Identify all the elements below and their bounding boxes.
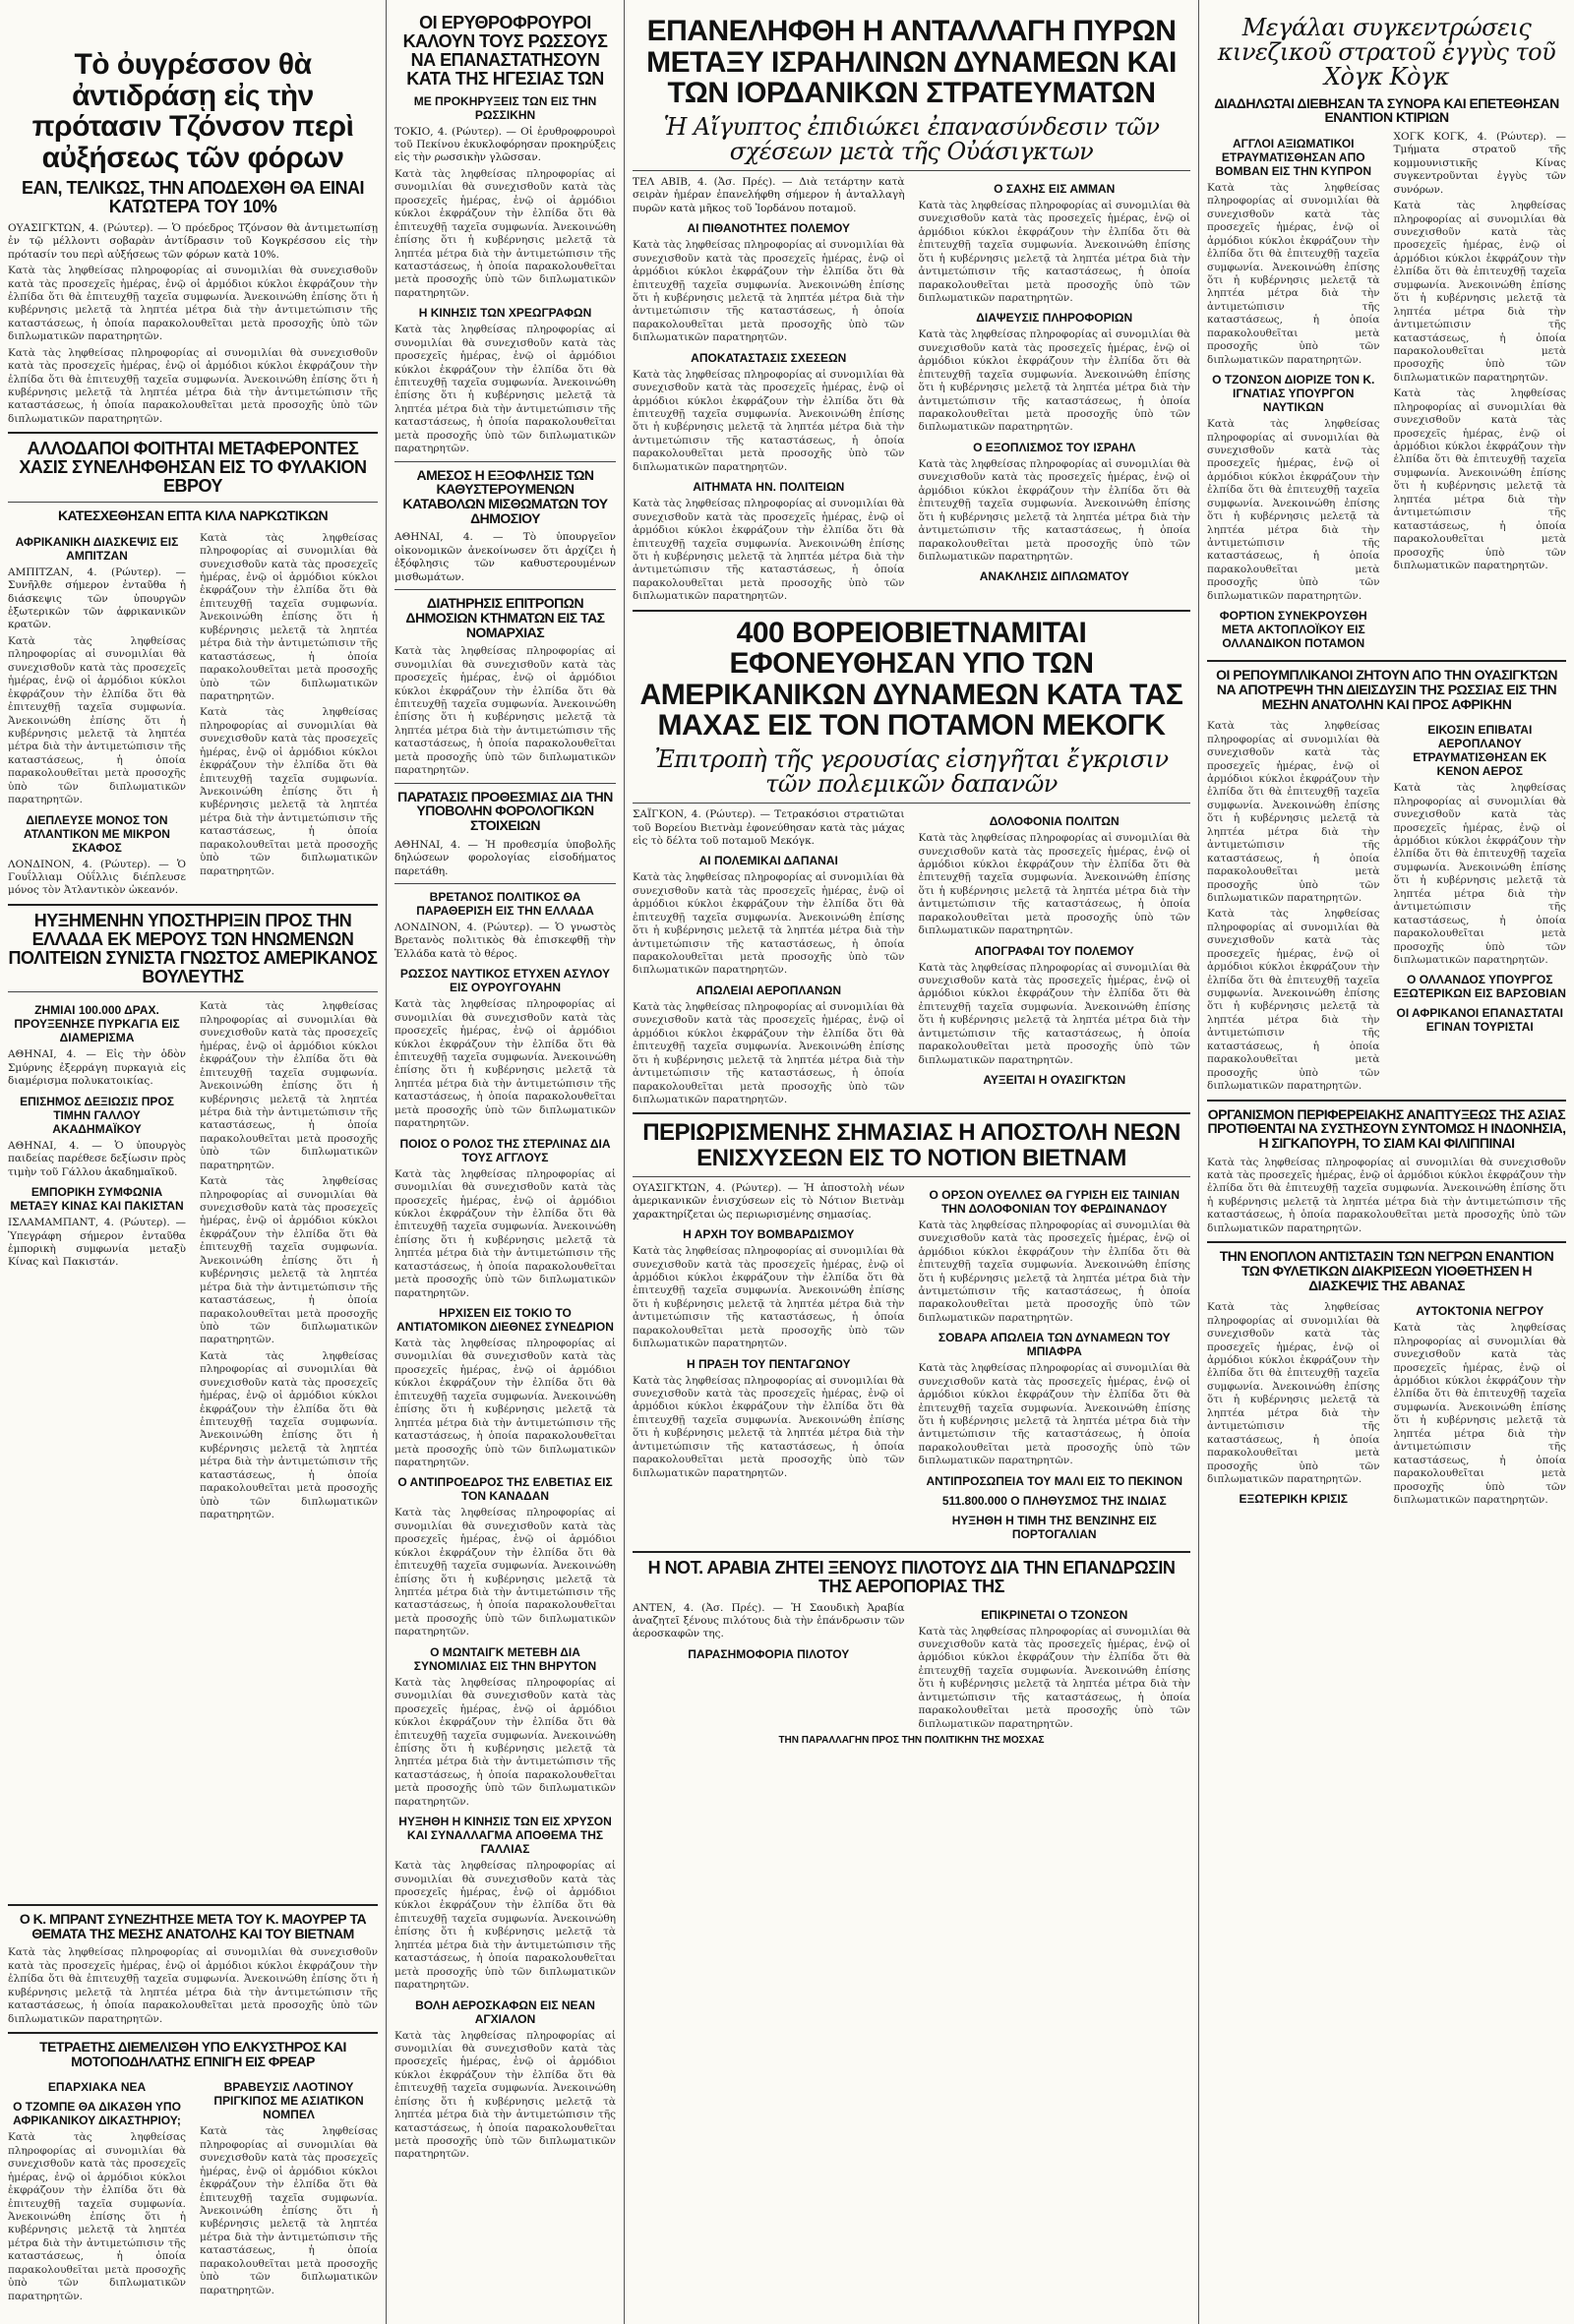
short-headline: ΑΓΓΛΟΙ ΑΞΙΩΜΑΤΙΚΟΙ ΕΤΡΑΥΜΑΤΙΣΘΗΣΑΝ ΑΠΟ ΒΟΜΒΑΝ ΕΙΣ ΤΗΝ ΚΥΠΡΟΝ <box>1215 136 1372 178</box>
short-headline: Ο ΤΖΟΝΣΟΝ ΔΙΟΡΙΖΕ ΤΟΝ Κ. ΙΓΝΑΤΙΑΣ ΥΠΟΥΡΓΟΝ ΝΑΥΤΙΚΩΝ <box>1212 373 1375 415</box>
headline-deadline: ΠΑΡΑΤΑΣΙΣ ΠΡΟΘΕΣΜΙΑΣ ΔΙΑ ΤΗΝ ΥΠΟΒΟΛΗΝ ΦΟΡΟΛΟΓΙΚΩΝ ΣΤΟΙΧΕΙΩΝ <box>397 788 613 833</box>
filler-text: Κατὰ τὰς ληφθείσας πληροφορίας αἱ συνομιλίαι θὰ συνεχισθοῦν κατὰ τὰς προσεχεῖς ἡμέρας, ἐνῷ οἱ ἁρμόδιοι κύκλοι ἐκφράζουν τὴν ἐλπίδα ὅτι θὰ ἐπιτευχθῇ ταχεῖα συμφωνία. Ἀνεκοινώθη ἐπίσης ὅτι ἡ κυβέρνησις μελετᾷ τὰ ληπτέα μέτρα διὰ τὴν ἀντιμετώπισιν τῆς καταστάσεως, ἡ ὁποία παρακολουθεῖται μετὰ προσοχῆς ὑπὸ τῶν διπλωματικῶν παρατηρητῶν. <box>8 634 186 806</box>
subhead-taxes: ΕΑΝ, ΤΕΛΙΚΩΣ, ΤΗΝ ΑΠΟΔΕΧΘΗ ΘΑ ΕΙΝΑΙ ΚΑΤΩΤΕΡΑ ΤΟΥ 10% <box>21 178 365 216</box>
lower-left-block <box>0 1898 386 2321</box>
section-label: ΑΠΟΚΑΤΑΣΤΑΣΙΣ ΣΧΕΣΕΩΝ <box>691 350 847 365</box>
filler-text: Κατὰ τὰς ληφθείσας πληροφορίας αἱ συνομιλίαι θὰ συνεχισθοῦν κατὰ τὰς προσεχεῖς ἡμέρας, ἐνῷ οἱ ἁρμόδιοι κύκλοι ἐκφράζουν τὴν ἐλπίδα ὅτι θὰ ἐπιτευχθῇ ταχεῖα συμφωνία. Ἀνεκοινώθη ἐπίσης ὅτι ἡ κυβέρνησις μελετᾷ τὰ ληπτέα μέτρα διὰ τὴν ἀντιμετώπισιν τῆς καταστάσεως, ἡ ὁποία παρακολουθεῖται μετὰ προσοχῆς ὑπὸ τῶν διπλωματικῶν παρατηρητῶν. <box>1207 1301 1380 1485</box>
headline-havana: ΤΗΝ ΕΝΟΠΛΟΝ ΑΝΤΙΣΤΑΣΙΝ ΤΩΝ ΝΕΓΡΩΝ ΕΝΑΝΤΙΟΝ ΤΩΝ ΦΥΛΕΤΙΚΩΝ ΔΙΑΚΡΙΣΕΩΝ ΥΙΟΘΕΤΗΣΕΝ Η ΔΙΑΣΚΕΨΙΣ ΤΗΣ ΑΒΑΝΑΣ <box>1219 1248 1554 1293</box>
article-vietnam-400: ΣΑΪΓΚΟΝ, 4. (Ρώυτερ). — Τετρακόσιοι στρατιῶται τοῦ Βορείου Βιετνὰμ ἐφονεύθησαν κατὰ τὰς μάχας εἰς τὸ δέλτα τοῦ ποταμοῦ Μεκόγκ. <box>633 808 905 847</box>
section-label: Ο ΣΑΧΗΣ ΕΙΣ ΑΜΜΑΝ <box>994 181 1116 196</box>
filler-text: Κατὰ τὰς ληφθείσας πληροφορίας αἱ συνομιλίαι θὰ συνεχισθοῦν κατὰ τὰς προσεχεῖς ἡμέρας, ἐνῷ οἱ ἁρμόδιοι κύκλοι ἐκφράζουν τὴν ἐλπίδα ὅτι θὰ ἐπιτευχθῇ ταχεῖα συμφωνία. Ἀνεκοινώθη ἐπίσης ὅτι ἡ κυβέρνησις μελετᾷ τὰ ληπτέα μέτρα διὰ τὴν ἀντιμετώπισιν τῆς καταστάσεως, ἡ ὁποία παρακολουθεῖται μετὰ προσοχῆς ὑπὸ τῶν διπλωματικῶν παρατηρητῶν. <box>1393 1322 1566 1506</box>
headline-payments: ΑΜΕΣΟΣ Η ΕΞΟΦΛΗΣΙΣ ΤΩΝ ΚΑΘΥΣΤΕΡΟΥΜΕΝΩΝ ΚΑΤΑΒΟΛΩΝ ΜΙΣΘΩΜΑΤΩΝ ΤΟΥ ΔΗΜΟΣΙΟΥ <box>402 466 608 526</box>
section-label: Η ΠΡΑΞΗ ΤΟΥ ΠΕΝΤΑΓΩΝΟΥ <box>686 1356 851 1371</box>
short-headline: ΖΗΜΙΑΙ 100.000 ΔΡΑΧ. ΠΡΟΥΞΕΝΗΣΕ ΠΥΡΚΑΓΙΑ ΕΙΣ ΔΙΑΜΕΡΙΣΜΑ <box>14 1003 180 1045</box>
headline-russian-sailor: ΡΩΣΣΟΣ ΝΑΥΤΙΚΟΣ ΕΤΥΧΕΝ ΑΣΥΛΟΥ ΕΙΣ ΟΥΡΟΥΓΟΥΑΗΝ <box>399 967 611 995</box>
headline-committees: ΔΙΑΤΗΡΗΣΙΣ ΕΠΙΤΡΟΠΩΝ ΔΗΜΟΣΙΩΝ ΚΤΗΜΑΤΩΝ ΕΙΣ ΤΑΣ ΝΟΜΑΡΧΙΑΣ <box>405 595 605 640</box>
headline-israel-jordan: ΕΠΑΝΕΛΗΦΘΗ Η ΑΝΤΑΛΛΑΓΗ ΠΥΡΩΝ ΜΕΤΑΞΥ ΙΣΡΑΗΛΙΝΩΝ ΔΥΝΑΜΕΩΝ ΚΑΙ ΤΩΝ ΙΟΡΔΑΝΙΚΩΝ ΣΤΡΑΤΕΥΜΑΤΩΝ <box>646 15 1177 109</box>
article-hong-kong: ΧΟΓΚ ΚΟΓΚ, 4. (Ρώυτερ). — Τμήματα στρατοῦ τῆς κομμουνιστικῆς Κίνας συγκεντροῦνται ἐγγὺς τῶν συνόρων. <box>1393 130 1566 196</box>
section-label: ΑΥΞΕΙΤΑΙ Η ΟΥΑΣΙΓΚΤΩΝ <box>983 1073 1126 1088</box>
section-label: 511.800.000 Ο ΠΛΗΘΥΣΜΟΣ ΤΗΣ ΙΝΔΙΑΣ <box>941 1493 1167 1508</box>
headline-tractor: ΤΕΤΡΑΕΤΗΣ ΔΙΕΜΕΛΙΣΘΗ ΥΠΟ ΕΛΚΥΣΤΗΡΟΣ ΚΑΙ ΜΟΤΟΠΟΔΗΛΑΤΗΣ ΕΠΝΙΓΗ ΕΙΣ ΦΡΕΑΡ <box>39 2039 346 2069</box>
subhead-hashish: ΚΑΤΕΣΧΕΘΗΣΑΝ ΕΠΤΑ ΚΙΛΑ ΝΑΡΚΩΤΙΚΩΝ <box>57 507 329 524</box>
section-label: Ο ΟΡΣΟΝ ΟΥΕΛΛΕΣ ΘΑ ΓΥΡΙΣΗ ΕΙΣ ΤΑΙΝΙΑΝ ΤΗΝ ΔΟΛΟΦΟΝΙΑΝ ΤΟΥ ΦΕΡΔΙΝΑΝΔΟΥ <box>929 1187 1180 1216</box>
filler-text: Κατὰ τὰς ληφθείσας πληροφορίας αἱ συνομιλίαι θὰ συνεχισθοῦν κατὰ τὰς προσεχεῖς ἡμέρας, ἐνῷ οἱ ἁρμόδιοι κύκλοι ἐκφράζουν τὴν ἐλπίδα ὅτι θὰ ἐπιτευχθῇ ταχεῖα συμφωνία. Ἀνεκοινώθη ἐπίσης ὅτι ἡ κυβέρνησις μελετᾷ τὰ ληπτέα μέτρα διὰ τὴν ἀντιμετώπισιν τῆς καταστάσεως, ἡ ὁποία παρακολουθεῖται μετὰ προσοχῆς ὑπὸ τῶν διπλωματικῶν παρατηρητῶν. <box>1207 720 1380 904</box>
headline-red-guards: ΟΙ ΕΡΥΘΡΟΦΡΟΥΡΟΙ ΚΑΛΟΥΝ ΤΟΥΣ ΡΩΣΣΟΥΣ ΝΑ ΕΠΑΝΑΣΤΑΤΗΣΟΥΝ ΚΑΤΑ ΤΗΣ ΗΓΕΣΙΑΣ ΤΩΝ <box>402 13 608 89</box>
short-headline: Ο ΤΖΟΜΠΕ ΘΑ ΔΙΚΑΣΘΗ ΥΠΟ ΑΦΡΙΚΑΝΙΚΟΥ ΔΙΚΑΣΤΗΡΙΟΥ; <box>13 2100 181 2128</box>
short-headline: ΕΜΠΟΡΙΚΗ ΣΥΜΦΩΝΙΑ ΜΕΤΑΞΥ ΚΙΝΑΣ ΚΑΙ ΠΑΚΙΣΤΑΝ <box>10 1185 184 1214</box>
short-headline: ΕΠΙΣΗΜΟΣ ΔΕΞΙΩΣΙΣ ΠΡΟΣ ΤΙΜΗΝ ΓΑΛΛΟΥ ΑΚΑΔΗΜΑΪΚΟΥ <box>20 1094 174 1136</box>
hidden-col4-title: ΤΗΝ ΠΑΡΑΛΛΑΓΗΝ ΠΡΟΣ ΤΗΝ ΠΟΛΙΤΙΚΗΝ ΤΗΣ ΜΟΣΧΑΣ <box>778 1735 1045 1747</box>
section-label: Ο ΕΞΟΠΛΙΣΜΟΣ ΤΟΥ ΙΣΡΑΗΛ <box>973 440 1136 454</box>
short-article: ΛΟΝΔΙΝΟΝ, 4. (Ρώυτερ). — Ὁ Γουΐλλιαμ Οὐΐλλις διέπλευσε μόνος τὸν Ἀτλαντικὸν ὠκεανόν. <box>8 858 186 897</box>
article-reinforcements: ΟΥΑΣΙΓΚΤΩΝ, 4. (Ρώυτερ). — Ἡ ἀποστολὴ νέων ἀμερικανικῶν ἐνισχύσεων εἰς τὸ Νότιον Βιετνὰμ χαρακτηρίζεται ὡς περιωρισμένης σημασίας. <box>633 1181 905 1221</box>
section-label: ΗΥΞΗΘΗ Η ΤΙΜΗ ΤΗΣ ΒΕΝΖΙΝΗΣ ΕΙΣ ΠΟΡΤΟΓΑΛΙΑΝ <box>951 1513 1157 1541</box>
filler-text: Κατὰ τὰς ληφθείσας πληροφορίας αἱ συνομιλίαι θὰ συνεχισθοῦν κατὰ τὰς προσεχεῖς ἡμέρας, ἐνῷ οἱ ἁρμόδιοι κύκλοι ἐκφράζουν τὴν ἐλπίδα ὅτι θὰ ἐπιτευχθῇ ταχεῖα συμφωνία. Ἀνεκοινώθη ἐπίσης ὅτι ἡ κυβέρνησις μελετᾷ τὰ ληπτέα μέτρα διὰ τὴν ἀντιμετώπισιν τῆς καταστάσεως, ἡ ὁποία παρακολουθεῖται μετὰ προσοχῆς ὑπὸ τῶν διπλωματικῶν παρατηρητῶν. <box>918 1362 1190 1467</box>
filler-text: Κατὰ τὰς ληφθείσας πληροφορίας αἱ συνομιλίαι θὰ συνεχισθοῦν κατὰ τὰς προσεχεῖς ἡμέρας, ἐνῷ οἱ ἁρμόδιοι κύκλοι ἐκφράζουν τὴν ἐλπίδα ὅτι θὰ ἐπιτευχθῇ ταχεῖα συμφωνία. Ἀνεκοινώθη ἐπίσης ὅτι ἡ κυβέρνησις μελετᾷ τὰ ληπτέα μέτρα διὰ τὴν ἀντιμετώπισιν τῆς καταστάσεως, ἡ ὁποία παρακολουθεῖται μετὰ προσοχῆς ὑπὸ τῶν διπλωματικῶν παρατηρητῶν. <box>633 498 905 603</box>
section-label: ΑΙ ΠΙΘΑΝΟΤΗΤΕΣ ΠΟΛΕΜΟΥ <box>687 221 851 236</box>
short-headline: ΕΞΩΤΕΡΙΚΗ ΚΡΙΣΙΣ <box>1239 1492 1348 1507</box>
column-2 <box>387 0 624 2324</box>
filler-text: Κατὰ τὰς ληφθείσας πληροφορίας αἱ συνομιλίαι θὰ συνεχισθοῦν κατὰ τὰς προσεχεῖς ἡμέρας, ἐνῷ οἱ ἁρμόδιοι κύκλοι ἐκφράζουν τὴν ἐλπίδα ὅτι θὰ ἐπιτευχθῇ ταχεῖα συμφωνία. Ἀνεκοινώθη ἐπίσης ὅτι ἡ κυβέρνησις μελετᾷ τὰ ληπτέα μέτρα διὰ τὴν ἀντιμετώπισιν τῆς καταστάσεως, ἡ ὁποία παρακολουθεῖται μετὰ προσοχῆς ὑπὸ τῶν διπλωματικῶν παρατηρητῶν. <box>918 457 1190 563</box>
filler-text: Κατὰ τὰς ληφθείσας πληροφορίας αἱ συνομιλίαι θὰ συνεχισθοῦν κατὰ τὰς προσεχεῖς ἡμέρας, ἐνῷ οἱ ἁρμόδιοι κύκλοι ἐκφράζουν τὴν ἐλπίδα ὅτι θὰ ἐπιτευχθῇ ταχεῖα συμφωνία. Ἀνεκοινώθη ἐπίσης ὅτι ἡ κυβέρνησις μελετᾷ τὰ ληπτέα μέτρα διὰ τὴν ἀντιμετώπισιν τῆς καταστάσεως, ἡ ὁποία παρακολουθεῖται μετὰ προσοχῆς ὑπὸ τῶν διπλωματικῶν παρατηρητῶν. <box>918 328 1190 434</box>
section-label: ΑΝΤΙΠΡΟΣΩΠΕΙΑ ΤΟΥ ΜΑΛΙ ΕΙΣ ΤΟ ΠΕΚΙΝΟΝ <box>926 1473 1183 1488</box>
subhead-hong-kong: ΔΙΑΔΗΛΩΤΑΙ ΔΙΕΒΗΣΑΝ ΤΑ ΣΥΝΟΡΑ ΚΑΙ ΕΠΕΤΕΘΗΣΑΝ ΕΝΑΝΤΙΟΝ ΚΤΙΡΙΩΝ <box>1214 94 1559 126</box>
headline-vietnam-400: 400 ΒΟΡΕΙΟΒΙΕΤΝΑΜΙΤΑΙ ΕΦΟΝΕΥΘΗΣΑΝ ΥΠΟ ΤΩΝ ΑΜΕΡΙΚΑΝΙΚΩΝ ΔΥΝΑΜΕΩΝ ΚΑΤΑ ΤΑΣ ΜΑΧΑΣ ΕΙΣ ΤΟΝ ΠΟΤΑΜΟΝ ΜΕΚΟΓΚ <box>639 616 1183 743</box>
filler-text: Κατὰ τὰς ληφθείσας πληροφορίας αἱ συνομιλίαι θὰ συνεχισθοῦν κατὰ τὰς προσεχεῖς ἡμέρας, ἐνῷ οἱ ἁρμόδιοι κύκλοι ἐκφράζουν τὴν ἐλπίδα ὅτι θὰ ἐπιτευχθῇ ταχεῖα συμφωνία. Ἀνεκοινώθη ἐπίσης ὅτι ἡ κυβέρνησις μελετᾷ τὰ ληπτέα μέτρα διὰ τὴν ἀντιμετώπισιν τῆς καταστάσεως, ἡ ὁποία παρακολουθεῖται μετὰ προσοχῆς ὑπὸ τῶν διπλωματικῶν παρατηρητῶν. <box>200 1175 378 1346</box>
filler-text: Κατὰ τὰς ληφθείσας πληροφορίας αἱ συνομιλίαι θὰ συνεχισθοῦν κατὰ τὰς προσεχεῖς ἡμέρας, ἐνῷ οἱ ἁρμόδιοι κύκλοι ἐκφράζουν τὴν ἐλπίδα ὅτι θὰ ἐπιτευχθῇ ταχεῖα συμφωνία. Ἀνεκοινώθη ἐπίσης ὅτι ἡ κυβέρνησις μελετᾷ τὰ ληπτέα μέτρα διὰ τὴν ἀντιμετώπισιν τῆς καταστάσεως, ἡ ὁποία παρακολουθεῖται μετὰ προσοχῆς ὑπὸ τῶν διπλωματικῶν παρατηρητῶν. <box>633 871 905 977</box>
filler-text: Κατὰ τὰς ληφθείσας πληροφορίας αἱ συνομιλίαι θὰ συνεχισθοῦν κατὰ τὰς προσεχεῖς ἡμέρας, ἐνῷ οἱ ἁρμόδιοι κύκλοι ἐκφράζουν τὴν ἐλπίδα ὅτι θὰ ἐπιτευχθῇ ταχεῖα συμφωνία. Ἀνεκοινώθη ἐπίσης ὅτι ἡ κυβέρνησις μελετᾷ τὰ ληπτέα μέτρα διὰ τὴν ἀντιμετώπισιν τῆς καταστάσεως, ἡ ὁποία παρακολουθεῖται μετὰ προσοχῆς ὑπὸ τῶν διπλωματικῶν παρατηρητῶν. <box>633 1000 905 1105</box>
short-article: ΑΘΗΝΑΙ, 4. — Εἰς τὴν ὁδὸν Σμύρνης ἐξερράγη πυρκαγιὰ εἰς διαμέρισμα πολυκατοικίας. <box>8 1048 186 1088</box>
filler-text: Κατὰ τὰς ληφθείσας πληροφορίας αἱ συνομιλίαι θὰ συνεχισθοῦν κατὰ τὰς προσεχεῖς ἡμέρας, ἐνῷ οἱ ἁρμόδιοι κύκλοι ἐκφράζουν τὴν ἐλπίδα ὅτι θὰ ἐπιτευχθῇ ταχεῖα συμφωνία. Ἀνεκοινώθη ἐπίσης ὅτι ἡ κυβέρνησις μελετᾷ τὰ ληπτέα μέτρα διὰ τὴν ἀντιμετώπισιν τῆς καταστάσεως, ἡ ὁποία παρακολουθεῖται μετὰ προσοχῆς ὑπὸ τῶν διπλωματικῶν παρατηρητῶν. <box>394 1167 616 1299</box>
section-label: Η ΑΡΧΗ ΤΟΥ ΒΟΜΒΑΡΔΙΣΜΟΥ <box>683 1227 855 1242</box>
filler-text: Κατὰ τὰς ληφθείσας πληροφορίας αἱ συνομιλίαι θὰ συνεχισθοῦν κατὰ τὰς προσεχεῖς ἡμέρας, ἐνῷ οἱ ἁρμόδιοι κύκλοι ἐκφράζουν τὴν ἐλπίδα ὅτι θὰ ἐπιτευχθῇ ταχεῖα συμφωνία. Ἀνεκοινώθη ἐπίσης ὅτι ἡ κυβέρνησις μελετᾷ τὰ ληπτέα μέτρα διὰ τὴν ἀντιμετώπισιν τῆς καταστάσεως, ἡ ὁποία παρακολουθεῖται μετὰ προσοχῆς ὑπὸ τῶν διπλωματικῶν παρατηρητῶν. <box>918 832 1190 937</box>
filler-text: Κατὰ τὰς ληφθείσας πληροφορίας αἱ συνομιλίαι θὰ συνεχισθοῦν κατὰ τὰς προσεχεῖς ἡμέρας, ἐνῷ οἱ ἁρμόδιοι κύκλοι ἐκφράζουν τὴν ἐλπίδα ὅτι θὰ ἐπιτευχθῇ ταχεῖα συμφωνία. Ἀνεκοινώθη ἐπίσης ὅτι ἡ κυβέρνησις μελετᾷ τὰ ληπτέα μέτρα διὰ τὴν ἀντιμετώπισιν τῆς καταστάσεως, ἡ ὁποία παρακολουθεῖται μετὰ προσοχῆς ὑπὸ τῶν διπλωματικῶν παρατηρητῶν. <box>918 199 1190 304</box>
headline-brandt: Ο Κ. ΜΠΡΑΝΤ ΣΥΝΕΖΗΤΗΣΕ ΜΕΤΑ ΤΟΥ Κ. ΜΑΟΥΡΕΡ ΤΑ ΘΕΜΑΤΑ ΤΗΣ ΜΕΣΗΣ ΑΝΑΤΟΛΗΣ ΚΑΙ ΤΟΥ ΒΙΕΤΝΑΜ <box>19 1911 367 1941</box>
filler-text: Κατὰ τὰς ληφθείσας πληροφορίας αἱ συνομιλίαι θὰ συνεχισθοῦν κατὰ τὰς προσεχεῖς ἡμέρας, ἐνῷ οἱ ἁρμόδιοι κύκλοι ἐκφράζουν τὴν ἐλπίδα ὅτι θὰ ἐπιτευχθῇ ταχεῖα συμφωνία. Ἀνεκοινώθη ἐπίσης ὅτι ἡ κυβέρνησις μελετᾷ τὰ ληπτέα μέτρα διὰ τὴν ἀντιμετώπισιν τῆς καταστάσεως, ἡ ὁποία παρακολουθεῖται μετὰ προσοχῆς ὑπὸ τῶν διπλωματικῶν παρατηρητῶν. <box>1393 387 1566 571</box>
filler-text: Κατὰ τὰς ληφθείσας πληροφορίας αἱ συνομιλίαι θὰ συνεχισθοῦν κατὰ τὰς προσεχεῖς ἡμέρας, ἐνῷ οἱ ἁρμόδιοι κύκλοι ἐκφράζουν τὴν ἐλπίδα ὅτι θὰ ἐπιτευχθῇ ταχεῖα συμφωνία. Ἀνεκοινώθη ἐπίσης ὅτι ἡ κυβέρνησις μελετᾷ τὰ ληπτέα μέτρα διὰ τὴν ἀντιμετώπισιν τῆς καταστάσεως, ἡ ὁποία παρακολουθεῖται μετὰ προσοχῆς ὑπὸ τῶν διπλωματικῶν παρατηρητῶν. <box>200 706 378 877</box>
section-label: ΕΠΙΚΡΙΝΕΤΑΙ Ο ΤΖΟΝΣΟΝ <box>981 1607 1128 1622</box>
article-taxes: ΟΥΑΣΙΓΚΤΩΝ, 4. (Ρώυτερ). — Ὁ πρόεδρος Τζόνσον θὰ ἀντιμετωπίσῃ ἐν τῷ μέλλοντι σοβαρὰν ἀντίδρασιν τοῦ Κογκρέσσου εἰς τὴν πρότασίν του περὶ αὐξήσεως τῶν φόρων κατὰ 10%. <box>8 221 378 261</box>
filler-text: Κατὰ τὰς ληφθείσας πληροφορίας αἱ συνομιλίαι θὰ συνεχισθοῦν κατὰ τὰς προσεχεῖς ἡμέρας, ἐνῷ οἱ ἁρμόδιοι κύκλοι ἐκφράζουν τὴν ἐλπίδα ὅτι θὰ ἐπιτευχθῇ ταχεῖα συμφωνία. Ἀνεκοινώθη ἐπίσης ὅτι ἡ κυβέρνησις μελετᾷ τὰ ληπτέα μέτρα διὰ τὴν ἀντιμετώπισιν τῆς καταστάσεως, ἡ ὁποία παρακολουθεῖται μετὰ προσοχῆς ὑπὸ τῶν διπλωματικῶν παρατηρητῶν. <box>394 1507 616 1639</box>
article-british-politician: ΛΟΝΔΙΝΟΝ, 4. (Ρώυτερ). — Ὁ γνωστὸς Βρετανὸς πολιτικὸς θὰ ἐπισκεφθῇ τὴν Ἑλλάδα κατὰ τὸ θέρος. <box>394 921 616 960</box>
subhead-red-guards: ΜΕ ΠΡΟΚΗΡΥΞΕΙΣ ΤΩΝ ΕΙΣ ΤΗΝ ΡΩΣΣΙΚΗΝ <box>413 93 597 122</box>
headline-taxes: Τὸ ὀυγρέσσον θὰ ἀντιδράσῃ εἰς τὴν πρότασιν Τζόνσον περὶ αὐξήσεως τῶν φόρων <box>31 48 354 174</box>
filler-text: Κατὰ τὰς ληφθείσας πληροφορίας αἱ συνομιλίαι θὰ συνεχισθοῦν κατὰ τὰς προσεχεῖς ἡμέρας, ἐνῷ οἱ ἁρμόδιοι κύκλοι ἐκφράζουν τὴν ἐλπίδα ὅτι θὰ ἐπιτευχθῇ ταχεῖα συμφωνία. Ἀνεκοινώθη ἐπίσης ὅτι ἡ κυβέρνησις μελετᾷ τὰ ληπτέα μέτρα διὰ τὴν ἀντιμετώπισιν τῆς καταστάσεως, ἡ ὁποία παρακολουθεῖται μετὰ προσοχῆς ὑπὸ τῶν διπλωματικῶν παρατηρητῶν. <box>200 531 378 702</box>
short-headline: ΑΥΤΟΚΤΟΝΙΑ ΝΕΓΡΟΥ <box>1416 1304 1544 1319</box>
headline-tokyo-congress: ΗΡΧΙΣΕΝ ΕΙΣ ΤΟΚΙΟ ΤΟ ΑΝΤΙΑΤΟΜΙΚΟΝ ΔΙΕΘΝΕΣ ΣΥΝΕΔΡΙΟΝ <box>396 1306 614 1334</box>
headline-montague: Ο ΜΩΝΤΑΙΓΚ ΜΕΤΕΒΗ ΔΙΑ ΣΥΝΟΜΙΛΙΑΣ ΕΙΣ ΤΗΝ ΒΗΡΥΤΟΝ <box>413 1644 597 1673</box>
filler-text: Κατὰ τὰς ληφθείσας πληροφορίας αἱ συνομιλίαι θὰ συνεχισθοῦν κατὰ τὰς προσεχεῖς ἡμέρας, ἐνῷ οἱ ἁρμόδιοι κύκλοι ἐκφράζουν τὴν ἐλπίδα ὅτι θὰ ἐπιτευχθῇ ταχεῖα συμφωνία. Ἀνεκοινώθη ἐπίσης ὅτι ἡ κυβέρνησις μελετᾷ τὰ ληπτέα μέτρα διὰ τὴν ἀντιμετώπισιν τῆς καταστάσεως, ἡ ὁποία παρακολουθεῖται μετὰ προσοχῆς ὑπὸ τῶν διπλωματικῶν παρατηρητῶν. <box>200 1349 378 1521</box>
filler-text: Κατὰ τὰς ληφθείσας πληροφορίας αἱ συνομιλίαι θὰ συνεχισθοῦν κατὰ τὰς προσεχεῖς ἡμέρας, ἐνῷ οἱ ἁρμόδιοι κύκλοι ἐκφράζουν τὴν ἐλπίδα ὅτι θὰ ἐπιτευχθῇ ταχεῖα συμφωνία. Ἀνεκοινώθη ἐπίσης ὅτι ἡ κυβέρνησις μελετᾷ τὰ ληπτέα μέτρα διὰ τὴν ἀντιμετώπισιν τῆς καταστάσεως, ἡ ὁποία παρακολουθεῖται μετὰ προσοχῆς ὑπὸ τῶν διπλωματικῶν παρατηρητῶν. <box>918 961 1190 1066</box>
short-headline: ΦΟΡΤΙΟΝ ΣΥΝΕΚΡΟΥΣΘΗ ΜΕΤΑ ΑΚΤΟΠΛΟΪΚΟΥ ΕΙΣ ΟΛΛΑΝΔΙΚΟΝ ΠΟΤΑΜΟΝ <box>1219 609 1367 651</box>
headline-hong-kong: Μεγάλαι συγκεντρώσεις κινεζικοῦ στρατοῦ ἐγγὺς τοῦ Χὸγκ Κὸγκ <box>1217 14 1556 91</box>
headline-republicans: ΟΙ ΡΕΠΟΥΜΠΛΙΚΑΝΟΙ ΖΗΤΟΥΝ ΑΠΟ ΤΗΝ ΟΥΑΣΙΓΚΤΩΝ ΝΑ ΑΠΟΤΡΕΨΗ ΤΗΝ ΔΙΕΙΣΔΥΣΙΝ ΤΗΣ ΡΩΣΣΙΑΣ ΕΙΣ ΤΗΝ ΜΕΣΗΝ ΑΝΑΤΟΛΗΝ ΚΑΙ ΠΡΟΣ ΑΦΡΙΚΗΝ <box>1216 667 1557 712</box>
short-headline: ΑΦΡΙΚΑΝΙΚΗ ΔΙΑΣΚΕΨΙΣ ΕΙΣ ΑΜΠΙΤΖΑΝ <box>15 534 179 563</box>
article-israel-jordan: ΤΕΛ ΑΒΙΒ, 4. (Ἀσ. Πρές). — Διὰ τετάρτην κατὰ σειρὰν ἡμέραν ἐπανελήφθη σήμερον ἡ ἀνταλλαγὴ πυρῶν κατὰ μῆκος τοῦ Ἰορδάνου ποταμοῦ. <box>633 175 905 214</box>
article-deadline: ΑΘΗΝΑΙ, 4. — Ἡ προθεσμία ὑποβολῆς δηλώσεων φορολογίας εἰσοδήματος παρετάθη. <box>394 838 616 877</box>
short-headline: ΕΙΚΟΣΙΝ ΕΠΙΒΑΤΑΙ ΑΕΡΟΠΛΑΝΟΥ ΕΤΡΑΥΜΑΤΙΣΘΗΣΑΝ ΕΚ ΚΕΝΟΝ ΑΕΡΟΣ <box>1413 723 1547 779</box>
center-columns <box>625 0 1198 2324</box>
filler-text: Κατὰ τὰς ληφθείσας πληροφορίας αἱ συνομιλίαι θὰ συνεχισθοῦν κατὰ τὰς προσεχεῖς ἡμέρας, ἐνῷ οἱ ἁρμόδιοι κύκλοι ἐκφράζουν τὴν ἐλπίδα ὅτι θὰ ἐπιτευχθῇ ταχεῖα συμφωνία. Ἀνεκοινώθη ἐπίσης ὅτι ἡ κυβέρνησις μελετᾷ τὰ ληπτέα μέτρα διὰ τὴν ἀντιμετώπισιν τῆς καταστάσεως, ἡ ὁποία παρακολουθεῖται μετὰ προσοχῆς ὑπὸ τῶν διπλωματικῶν παρατηρητῶν. <box>394 1338 616 1468</box>
filler-text: Κατὰ τὰς ληφθείσας πληροφορίας αἱ συνομιλίαι θὰ συνεχισθοῦν κατὰ τὰς προσεχεῖς ἡμέρας, ἐνῷ οἱ ἁρμόδιοι κύκλοι ἐκφράζουν τὴν ἐλπίδα ὅτι θὰ ἐπιτευχθῇ ταχεῖα συμφωνία. Ἀνεκοινώθη ἐπίσης ὅτι ἡ κυβέρνησις μελετᾷ τὰ ληπτέα μέτρα διὰ τὴν ἀντιμετώπισιν τῆς καταστάσεως, ἡ ὁποία παρακολουθεῖται μετὰ προσοχῆς ὑπὸ τῶν διπλωματικῶν παρατηρητῶν. <box>1207 1156 1566 1234</box>
article-saudi-pilots: ΑΝΤΕΝ, 4. (Ἀσ. Πρές). — Ἡ Σαουδικὴ Ἀραβία ἀναζητεῖ ξένους πιλότους διὰ τὴν ἐπάνδρωσιν τῶν ἀεροσκαφῶν της. <box>633 1601 905 1640</box>
filler-text: Κατὰ τὰς ληφθείσας πληροφορίας αἱ συνομιλίαι θὰ συνεχισθοῦν κατὰ τὰς προσεχεῖς ἡμέρας, ἐνῷ οἱ ἁρμόδιοι κύκλοι ἐκφράζουν τὴν ἐλπίδα ὅτι θὰ ἐπιτευχθῇ ταχεῖα συμφωνία. Ἀνεκοινώθη ἐπίσης ὅτι ἡ κυβέρνησις μελετᾷ τὰ ληπτέα μέτρα διὰ τὴν ἀντιμετώπισιν τῆς καταστάσεως, ἡ ὁποία παρακολουθεῖται μετὰ προσοχῆς ὑπὸ τῶν διπλωματικῶν παρατηρητῶν. <box>633 1245 905 1350</box>
section-label: ΑΙ ΠΟΛΕΜΙΚΑΙ ΔΑΠΑΝΑΙ <box>698 854 838 868</box>
filler-text: Κατὰ τὰς ληφθείσας πληροφορίας αἱ συνομιλίαι θὰ συνεχισθοῦν κατὰ τὰς προσεχεῖς ἡμέρας, ἐνῷ οἱ ἁρμόδιοι κύκλοι ἐκφράζουν τὴν ἐλπίδα ὅτι θὰ ἐπιτευχθῇ ταχεῖα συμφωνία. Ἀνεκοινώθη ἐπίσης ὅτι ἡ κυβέρνησις μελετᾷ τὰ ληπτέα μέτρα διὰ τὴν ἀντιμετώπισιν τῆς καταστάσεως, ἡ ὁποία παρακολουθεῖται μετὰ προσοχῆς ὑπὸ τῶν διπλωματικῶν παρατηρητῶν. <box>1393 200 1566 384</box>
filler-text: Κατὰ τὰς ληφθείσας πληροφορίας αἱ συνομιλίαι θὰ συνεχισθοῦν κατὰ τὰς προσεχεῖς ἡμέρας, ἐνῷ οἱ ἁρμόδιοι κύκλοι ἐκφράζουν τὴν ἐλπίδα ὅτι θὰ ἐπιτευχθῇ ταχεῖα συμφωνία. Ἀνεκοινώθη ἐπίσης ὅτι ἡ κυβέρνησις μελετᾷ τὰ ληπτέα μέτρα διὰ τὴν ἀντιμετώπισιν τῆς καταστάσεως, ἡ ὁποία παρακολουθεῖται μετὰ προσοχῆς ὑπὸ τῶν διπλωματικῶν παρατηρητῶν. <box>918 1625 1190 1730</box>
short-article: ΙΣΛΑΜΑΜΠΑΝΤ, 4. (Ρώυτερ). — Ὑπεγράφη σήμερον ἐνταῦθα ἐμπορικὴ συμφωνία μεταξὺ Κίνας καὶ Πακιστάν. <box>8 1217 186 1269</box>
section-label: ΔΙΑΨΕΥΣΙΣ ΠΛΗΡΟΦΟΡΙΩΝ <box>976 311 1133 326</box>
short-headline: ΔΙΕΠΛΕΥΣΕ ΜΟΝΟΣ ΤΟΝ ΑΤΛΑΝΤΙΚΟΝ ΜΕ ΜΙΚΡΟΝ ΣΚΑΦΟΣ <box>24 812 170 855</box>
filler-text: Κατὰ τὰς ληφθείσας πληροφορίας αἱ συνομιλίαι θὰ συνεχισθοῦν κατὰ τὰς προσεχεῖς ἡμέρας, ἐνῷ οἱ ἁρμόδιοι κύκλοι ἐκφράζουν τὴν ἐλπίδα ὅτι θὰ ἐπιτευχθῇ ταχεῖα συμφωνία. Ἀνεκοινώθη ἐπίσης ὅτι ἡ κυβέρνησις μελετᾷ τὰ ληπτέα μέτρα διὰ τὴν ἀντιμετώπισιν τῆς καταστάσεως, ἡ ὁποία παρακολουθεῖται μετὰ προσοχῆς ὑπὸ τῶν διπλωματικῶν παρατηρητῶν. <box>394 1860 616 1992</box>
filler-text: Κατὰ τὰς ληφθείσας πληροφορίας αἱ συνομιλίαι θὰ συνεχισθοῦν κατὰ τὰς προσεχεῖς ἡμέρας, ἐνῷ οἱ ἁρμόδιοι κύκλοι ἐκφράζουν τὴν ἐλπίδα ὅτι θὰ ἐπιτευχθῇ ταχεῖα συμφωνία. Ἀνεκοινώθη ἐπίσης ὅτι ἡ κυβέρνησις μελετᾷ τὰ ληπτέα μέτρα διὰ τὴν ἀντιμετώπισιν τῆς καταστάσεως, ἡ ὁποία παρακολουθεῖται μετὰ προσοχῆς ὑπὸ τῶν διπλωματικῶν παρατηρητῶν. <box>8 265 378 343</box>
filler-text: Κατὰ τὰς ληφθείσας πληροφορίας αἱ συνομιλίαι θὰ συνεχισθοῦν κατὰ τὰς προσεχεῖς ἡμέρας, ἐνῷ οἱ ἁρμόδιοι κύκλοι ἐκφράζουν τὴν ἐλπίδα ὅτι θὰ ἐπιτευχθῇ ταχεῖα συμφωνία. Ἀνεκοινώθη ἐπίσης ὅτι ἡ κυβέρνησις μελετᾷ τὰ ληπτέα μέτρα διὰ τὴν ἀντιμετώπισιν τῆς καταστάσεως, ἡ ὁποία παρακολουθεῖται μετὰ προσοχῆς ὑπὸ τῶν διπλωματικῶν παρατηρητῶν. <box>1207 181 1380 366</box>
column-5 <box>1199 0 1574 2324</box>
section-label: ΠΑΡΑΣΗΜΟΦΟΡΙΑ ΠΙΛΟΤΟΥ <box>688 1646 850 1661</box>
short-headline: ΟΙ ΑΦΡΙΚΑΝΟΙ ΕΠΑΝΑΣΤΑΤΑΙ ΕΓΙΝΑΝ ΤΟΥΡΙΣΤΑΙ <box>1396 1006 1563 1035</box>
filler-text: Κατὰ τὰς ληφθείσας πληροφορίας αἱ συνομιλίαι θὰ συνεχισθοῦν κατὰ τὰς προσεχεῖς ἡμέρας, ἐνῷ οἱ ἁρμόδιοι κύκλοι ἐκφράζουν τὴν ἐλπίδα ὅτι θὰ ἐπιτευχθῇ ταχεῖα συμφωνία. Ἀνεκοινώθη ἐπίσης ὅτι ἡ κυβέρνησις μελετᾷ τὰ ληπτέα μέτρα διὰ τὴν ἀντιμετώπισιν τῆς καταστάσεως, ἡ ὁποία παρακολουθεῖται μετὰ προσοχῆς ὑπὸ τῶν διπλωματικῶν παρατηρητῶν. <box>1207 908 1380 1093</box>
short-headline: ΕΠΑΡΧΙΑΚΑ ΝΕΑ <box>47 2080 147 2095</box>
filler-text: Κατὰ τὰς ληφθείσας πληροφορίας αἱ συνομιλίαι θὰ συνεχισθοῦν κατὰ τὰς προσεχεῖς ἡμέρας, ἐνῷ οἱ ἁρμόδιοι κύκλοι ἐκφράζουν τὴν ἐλπίδα ὅτι θὰ ἐπιτευχθῇ ταχεῖα συμφωνία. Ἀνεκοινώθη ἐπίσης ὅτι ἡ κυβέρνησις μελετᾷ τὰ ληπτέα μέτρα διὰ τὴν ἀντιμετώπισιν τῆς καταστάσεως, ἡ ὁποία παρακολουθεῖται μετὰ προσοχῆς ὑπὸ τῶν διπλωματικῶν παρατηρητῶν. <box>8 2131 186 2302</box>
section-label: ΑΝΑΚΛΗΣΙΣ ΔΙΠΛΩΜΑΤΟΥ <box>979 569 1129 584</box>
short-article: ΑΜΠΙΤΖΑΝ, 4. (Ρώυτερ). — Συνῆλθε σήμερον ἐνταῦθα ἡ διάσκεψις τῶν ὑπουργῶν ἐξωτερικῶν τῶν ἀφρικανικῶν κρατῶν. <box>8 566 186 631</box>
filler-text: Κατὰ τὰς ληφθείσας πληροφορίας αἱ συνομιλίαι θὰ συνεχισθοῦν κατὰ τὰς προσεχεῖς ἡμέρας, ἐνῷ οἱ ἁρμόδιοι κύκλοι ἐκφράζουν τὴν ἐλπίδα ὅτι θὰ ἐπιτευχθῇ ταχεῖα συμφωνία. Ἀνεκοινώθη ἐπίσης ὅτι ἡ κυβέρνησις μελετᾷ τὰ ληπτέα μέτρα διὰ τὴν ἀντιμετώπισιν τῆς καταστάσεως, ἡ ὁποία παρακολουθεῖται μετὰ προσοχῆς ὑπὸ τῶν διπλωματικῶν παρατηρητῶν. <box>394 324 616 455</box>
headline-swiss-vp: Ο ΑΝΤΙΠΡΟΕΔΡΟΣ ΤΗΣ ΕΛΒΕΤΙΑΣ ΕΙΣ ΤΟΝ ΚΑΝΑΔΑΝ <box>397 1475 613 1504</box>
subhead-senate: Ἐπιτροπὴ τῆς γερουσίας εἰσηγῆται ἔγκρισιν τῶν πολεμικῶν δαπανῶν <box>654 745 1169 798</box>
filler-text: Κατὰ τὰς ληφθείσας πληροφορίας αἱ συνομιλίαι θὰ συνεχισθοῦν κατὰ τὰς προσεχεῖς ἡμέρας, ἐνῷ οἱ ἁρμόδιοι κύκλοι ἐκφράζουν τὴν ἐλπίδα ὅτι θὰ ἐπιτευχθῇ ταχεῖα συμφωνία. Ἀνεκοινώθη ἐπίσης ὅτι ἡ κυβέρνησις μελετᾷ τὰ ληπτέα μέτρα διὰ τὴν ἀντιμετώπισιν τῆς καταστάσεως, ἡ ὁποία παρακολουθεῖται μετὰ προσοχῆς ὑπὸ τῶν διπλωματικῶν παρατηρητῶν. <box>633 1374 905 1479</box>
filler-text: Κατὰ τὰς ληφθείσας πληροφορίας αἱ συνομιλίαι θὰ συνεχισθοῦν κατὰ τὰς προσεχεῖς ἡμέρας, ἐνῷ οἱ ἁρμόδιοι κύκλοι ἐκφράζουν τὴν ἐλπίδα ὅτι θὰ ἐπιτευχθῇ ταχεῖα συμφωνία. Ἀνεκοινώθη ἐπίσης ὅτι ἡ κυβέρνησις μελετᾷ τὰ ληπτέα μέτρα διὰ τὴν ἀντιμετώπισιν τῆς καταστάσεως, ἡ ὁποία παρακολουθεῖται μετὰ προσοχῆς ὑπὸ τῶν διπλωματικῶν παρατηρητῶν. <box>918 1219 1190 1324</box>
filler-text: Κατὰ τὰς ληφθείσας πληροφορίας αἱ συνομιλίαι θὰ συνεχισθοῦν κατὰ τὰς προσεχεῖς ἡμέρας, ἐνῷ οἱ ἁρμόδιοι κύκλοι ἐκφράζουν τὴν ἐλπίδα ὅτι θὰ ἐπιτευχθῇ ταχεῖα συμφωνία. Ἀνεκοινώθη ἐπίσης ὅτι ἡ κυβέρνησις μελετᾷ τὰ ληπτέα μέτρα διὰ τὴν ἀντιμετώπισιν τῆς καταστάσεως, ἡ ὁποία παρακολουθεῖται μετὰ προσοχῆς ὑπὸ τῶν διπλωματικῶν παρατηρητῶν. <box>633 368 905 473</box>
headline-support-greece: ΗΥΞΗΜΕΝΗΝ ΥΠΟΣΤΗΡΙΞΙΝ ΠΡΟΣ ΤΗΝ ΕΛΛΑΔΑ ΕΚ ΜΕΡΟΥΣ ΤΩΝ ΗΝΩΜΕΝΩΝ ΠΟΛΙΤΕΙΩΝ ΣΥΝΙΣΤΑ ΓΝΩΣΤΟΣ ΑΜΕΡΙΚΑΝΟΣ ΒΟΥΛΕΥΤΗΣ <box>8 910 378 986</box>
filler-text: Κατὰ τὰς ληφθείσας πληροφορίας αἱ συνομιλίαι θὰ συνεχισθοῦν κατὰ τὰς προσεχεῖς ἡμέρας, ἐνῷ οἱ ἁρμόδιοι κύκλοι ἐκφράζουν τὴν ἐλπίδα ὅτι θὰ ἐπιτευχθῇ ταχεῖα συμφωνία. Ἀνεκοινώθη ἐπίσης ὅτι ἡ κυβέρνησις μελετᾷ τὰ ληπτέα μέτρα διὰ τὴν ἀντιμετώπισιν τῆς καταστάσεως, ἡ ὁποία παρακολουθεῖται μετὰ προσοχῆς ὑπὸ τῶν διπλωματικῶν παρατηρητῶν. <box>1393 782 1566 966</box>
section-label: Η ΚΙΝΗΣΙΣ ΤΩΝ ΧΡΕΩΓΡΑΦΩΝ <box>418 306 592 321</box>
filler-text: Κατὰ τὰς ληφθείσας πληροφορίας αἱ συνομιλίαι θὰ συνεχισθοῦν κατὰ τὰς προσεχεῖς ἡμέρας, ἐνῷ οἱ ἁρμόδιοι κύκλοι ἐκφράζουν τὴν ἐλπίδα ὅτι θὰ ἐπιτευχθῇ ταχεῖα συμφωνία. Ἀνεκοινώθη ἐπίσης ὅτι ἡ κυβέρνησις μελετᾷ τὰ ληπτέα μέτρα διὰ τὴν ἀντιμετώπισιν τῆς καταστάσεως, ἡ ὁποία παρακολουθεῖται μετὰ προσοχῆς ὑπὸ τῶν διπλωματικῶν παρατηρητῶν. <box>394 1676 616 1808</box>
subhead-egypt: Ἡ Αἴγυπτος ἐπιδιώκει ἐπανασύνδεσιν τῶν σχέσεων μετὰ τῆς Οὐάσιγκτων <box>663 112 1160 165</box>
filler-text: Κατὰ τὰς ληφθείσας πληροφορίας αἱ συνομιλίαι θὰ συνεχισθοῦν κατὰ τὰς προσεχεῖς ἡμέρας, ἐνῷ οἱ ἁρμόδιοι κύκλοι ἐκφράζουν τὴν ἐλπίδα ὅτι θὰ ἐπιτευχθῇ ταχεῖα συμφωνία. Ἀνεκοινώθη ἐπίσης ὅτι ἡ κυβέρνησις μελετᾷ τὰ ληπτέα μέτρα διὰ τὴν ἀντιμετώπισιν τῆς καταστάσεως, ἡ ὁποία παρακολουθεῖται μετὰ προσοχῆς ὑπὸ τῶν διπλωματικῶν παρατηρητῶν. <box>200 1000 378 1171</box>
filler-text: Κατὰ τὰς ληφθείσας πληροφορίας αἱ συνομιλίαι θὰ συνεχισθοῦν κατὰ τὰς προσεχεῖς ἡμέρας, ἐνῷ οἱ ἁρμόδιοι κύκλοι ἐκφράζουν τὴν ἐλπίδα ὅτι θὰ ἐπιτευχθῇ ταχεῖα συμφωνία. Ἀνεκοινώθη ἐπίσης ὅτι ἡ κυβέρνησις μελετᾷ τὰ ληπτέα μέτρα διὰ τὴν ἀντιμετώπισιν τῆς καταστάσεως, ἡ ὁποία παρακολουθεῖται μετὰ προσοχῆς ὑπὸ τῶν διπλωματικῶν παρατηρητῶν. <box>8 1946 378 2025</box>
section-label: ΑΙΤΗΜΑΤΑ ΗΝ. ΠΟΛΙΤΕΙΩΝ <box>693 480 845 495</box>
filler-text: Κατὰ τὰς ληφθείσας πληροφορίας αἱ συνομιλίαι θὰ συνεχισθοῦν κατὰ τὰς προσεχεῖς ἡμέρας, ἐνῷ οἱ ἁρμόδιοι κύκλοι ἐκφράζουν τὴν ἐλπίδα ὅτι θὰ ἐπιτευχθῇ ταχεῖα συμφωνία. Ἀνεκοινώθη ἐπίσης ὅτι ἡ κυβέρνησις μελετᾷ τὰ ληπτέα μέτρα διὰ τὴν ἀντιμετώπισιν τῆς καταστάσεως, ἡ ὁποία παρακολουθεῖται μετὰ προσοχῆς ὑπὸ τῶν διπλωματικῶν παρατηρητῶν. <box>394 998 616 1130</box>
filler-text: Κατὰ τὰς ληφθείσας πληροφορίας αἱ συνομιλίαι θὰ συνεχισθοῦν κατὰ τὰς προσεχεῖς ἡμέρας, ἐνῷ οἱ ἁρμόδιοι κύκλοι ἐκφράζουν τὴν ἐλπίδα ὅτι θὰ ἐπιτευχθῇ ταχεῖα συμφωνία. Ἀνεκοινώθη ἐπίσης ὅτι ἡ κυβέρνησις μελετᾷ τὰ ληπτέα μέτρα διὰ τὴν ἀντιμετώπισιν τῆς καταστάσεως, ἡ ὁποία παρακολουθεῖται μετὰ προσοχῆς ὑπὸ τῶν διπλωματικῶν παρατηρητῶν. <box>633 239 905 344</box>
filler-text: Κατὰ τὰς ληφθείσας πληροφορίας αἱ συνομιλίαι θὰ συνεχισθοῦν κατὰ τὰς προσεχεῖς ἡμέρας, ἐνῷ οἱ ἁρμόδιοι κύκλοι ἐκφράζουν τὴν ἐλπίδα ὅτι θὰ ἐπιτευχθῇ ταχεῖα συμφωνία. Ἀνεκοινώθη ἐπίσης ὅτι ἡ κυβέρνησις μελετᾷ τὰ ληπτέα μέτρα διὰ τὴν ἀντιμετώπισιν τῆς καταστάσεως, ἡ ὁποία παρακολουθεῖται μετὰ προσοχῆς ὑπὸ τῶν διπλωματικῶν παρατηρητῶν. <box>394 645 616 777</box>
headline-aircraft-fire: ΒΟΛΗ ΑΕΡΟΣΚΑΦΩΝ ΕΙΣ ΝΕΑΝ ΑΓΧΙΑΛΟΝ <box>415 1997 595 2026</box>
short-headline: Ο ΟΛΛΑΝΔΟΣ ΥΠΟΥΡΓΟΣ ΕΞΩΤΕΡΙΚΩΝ ΕΙΣ ΒΑΡΣΟΒΙΑΝ <box>1393 973 1566 1001</box>
short-article: ΑΘΗΝΑΙ, 4. — Ὁ ὑπουργὸς παιδείας παρέθεσε δεξίωσιν πρὸς τιμὴν τοῦ Γάλλου ἀκαδημαϊκοῦ. <box>8 1139 186 1178</box>
filler-text: Κατὰ τὰς ληφθείσας πληροφορίας αἱ συνομιλίαι θὰ συνεχισθοῦν κατὰ τὰς προσεχεῖς ἡμέρας, ἐνῷ οἱ ἁρμόδιοι κύκλοι ἐκφράζουν τὴν ἐλπίδα ὅτι θὰ ἐπιτευχθῇ ταχεῖα συμφωνία. Ἀνεκοινώθη ἐπίσης ὅτι ἡ κυβέρνησις μελετᾷ τὰ ληπτέα μέτρα διὰ τὴν ἀντιμετώπισιν τῆς καταστάσεως, ἡ ὁποία παρακολουθεῖται μετὰ προσοχῆς ὑπὸ τῶν διπλωματικῶν παρατηρητῶν. <box>394 167 616 299</box>
headline-reinforcements: ΠΕΡΙΩΡΙΣΜΕΝΗΣ ΣΗΜΑΣΙΑΣ Η ΑΠΟΣΤΟΛΗ ΝΕΩΝ ΕΝΙΣΧΥΣΕΩΝ ΕΙΣ ΤΟ ΝΟΤΙΟΝ ΒΙΕΤΝΑΜ <box>642 1119 1180 1171</box>
headline-hashish: ΑΛΛΟΔΑΠΟΙ ΦΟΙΤΗΤΑΙ ΜΕΤΑΦΕΡΟΝΤΕΣ ΧΑΣΙΣ ΣΥΝΕΛΗΦΘΗΣΑΝ ΕΙΣ ΤΟ ΦΥΛΑΚΙΟΝ ΕΒΡΟΥ <box>19 439 367 497</box>
article-payments: ΑΘΗΝΑΙ, 4. — Τὸ ὑπουργεῖον οἰκονομικῶν ἀνεκοίνωσεν ὅτι ἀρχίζει ἡ ἐξόφλησις τῶν καθυστερουμένων μισθωμάτων. <box>394 531 616 583</box>
section-label: ΣΟΒΑΡΑ ΑΠΩΛΕΙΑ ΤΩΝ ΔΥΝΑΜΕΩΝ ΤΟΥ ΜΠΙΑΦΡΑ <box>938 1331 1171 1359</box>
filler-text: Κατὰ τὰς ληφθείσας πληροφορίας αἱ συνομιλίαι θὰ συνεχισθοῦν κατὰ τὰς προσεχεῖς ἡμέρας, ἐνῷ οἱ ἁρμόδιοι κύκλοι ἐκφράζουν τὴν ἐλπίδα ὅτι θὰ ἐπιτευχθῇ ταχεῖα συμφωνία. Ἀνεκοινώθη ἐπίσης ὅτι ἡ κυβέρνησις μελετᾷ τὰ ληπτέα μέτρα διὰ τὴν ἀντιμετώπισιν τῆς καταστάσεως, ἡ ὁποία παρακολουθεῖται μετὰ προσοχῆς ὑπὸ τῶν διπλωματικῶν παρατηρητῶν. <box>200 2125 378 2296</box>
short-headline: ΒΡΑΒΕΥΣΙΣ ΛΑΟΤΙΝΟΥ ΠΡΙΓΚΙΠΟΣ ΜΕ ΑΣΙΑΤΙΚΟΝ ΝΟΜΠΕΛ <box>213 2080 364 2122</box>
section-label: ΔΟΛΟΦΟΝΙΑ ΠΟΛΙΤΩΝ <box>989 814 1120 829</box>
headline-british-politician: ΒΡΕΤΑΝΟΣ ΠΟΛΙΤΙΚΟΣ ΘΑ ΠΑΡΑΘΕΡΙΣΗ ΕΙΣ ΤΗΝ ΕΛΛΑΔΑ <box>416 889 594 918</box>
headline-saudi-pilots: Η ΝΟΤ. ΑΡΑΒΙΑ ΖΗΤΕΙ ΞΕΝΟΥΣ ΠΙΛΟΤΟΥΣ ΔΙΑ ΤΗΝ ΕΠΑΝΔΡΩΣΙΝ ΤΗΣ ΑΕΡΟΠΟΡΙΑΣ ΤΗΣ <box>647 1557 1176 1596</box>
filler-text: Κατὰ τὰς ληφθείσας πληροφορίας αἱ συνομιλίαι θὰ συνεχισθοῦν κατὰ τὰς προσεχεῖς ἡμέρας, ἐνῷ οἱ ἁρμόδιοι κύκλοι ἐκφράζουν τὴν ἐλπίδα ὅτι θὰ ἐπιτευχθῇ ταχεῖα συμφωνία. Ἀνεκοινώθη ἐπίσης ὅτι ἡ κυβέρνησις μελετᾷ τὰ ληπτέα μέτρα διὰ τὴν ἀντιμετώπισιν τῆς καταστάσεως, ἡ ὁποία παρακολουθεῖται μετὰ προσοχῆς ὑπὸ τῶν διπλωματικῶν παρατηρητῶν. <box>1207 418 1380 602</box>
headline-sterling: ΠΟΙΟΣ Ο ΡΟΛΟΣ ΤΗΣ ΣΤΕΡΛΙΝΑΣ ΔΙΑ ΤΟΥΣ ΑΓΓΛΟΥΣ <box>399 1136 611 1164</box>
section-label: ΑΠΟΓΡΑΦΑΙ ΤΟΥ ΠΟΛΕΜΟΥ <box>974 943 1134 958</box>
article-red-guards: ΤΟΚΙΟ, 4. (Ρώυτερ). — Οἱ ἐρυθροφρουροὶ τοῦ Πεκίνου ἐκυκλοφόρησαν προκηρύξεις εἰς τὴν ρωσσικὴν γλῶσσαν. <box>394 125 616 164</box>
filler-text: Κατὰ τὰς ληφθείσας πληροφορίας αἱ συνομιλίαι θὰ συνεχισθοῦν κατὰ τὰς προσεχεῖς ἡμέρας, ἐνῷ οἱ ἁρμόδιοι κύκλοι ἐκφράζουν τὴν ἐλπίδα ὅτι θὰ ἐπιτευχθῇ ταχεῖα συμφωνία. Ἀνεκοινώθη ἐπίσης ὅτι ἡ κυβέρνησις μελετᾷ τὰ ληπτέα μέτρα διὰ τὴν ἀντιμετώπισιν τῆς καταστάσεως, ἡ ὁποία παρακολουθεῖται μετὰ προσοχῆς ὑπὸ τῶν διπλωματικῶν παρατηρητῶν. <box>394 2029 616 2161</box>
section-label: ΑΠΩΛΕΙΑΙ ΑΕΡΟΠΛΑΝΩΝ <box>696 983 841 997</box>
headline-asia-org: ΟΡΓΑΝΙΣΜΟΝ ΠΕΡΙΦΕΡΕΙΑΚΗΣ ΑΝΑΠΤΥΞΕΩΣ ΤΗΣ ΑΣΙΑΣ ΠΡΟΤΙΘΕΝΤΑΙ ΝΑ ΣΥΣΤΗΣΟΥΝ ΣΥΝΤΟΜΩΣ Η ΙΝΔΟΝΗΣΙΑ, Η ΣΙΓΚΑΠΟΥΡΗ, ΤΟ ΣΙΑΜ ΚΑΙ ΦΙΛΙΠΠΙΝΑΙ <box>1207 1105 1566 1151</box>
filler-text: Κατὰ τὰς ληφθείσας πληροφορίας αἱ συνομιλίαι θὰ συνεχισθοῦν κατὰ τὰς προσεχεῖς ἡμέρας, ἐνῷ οἱ ἁρμόδιοι κύκλοι ἐκφράζουν τὴν ἐλπίδα ὅτι θὰ ἐπιτευχθῇ ταχεῖα συμφωνία. Ἀνεκοινώθη ἐπίσης ὅτι ἡ κυβέρνησις μελετᾷ τὰ ληπτέα μέτρα διὰ τὴν ἀντιμετώπισιν τῆς καταστάσεως, ἡ ὁποία παρακολουθεῖται μετὰ προσοχῆς ὑπὸ τῶν διπλωματικῶν παρατηρητῶν. <box>8 346 378 425</box>
headline-gold-reserves: ΗΥΞΗΘΗ Η ΚΙΝΗΣΙΣ ΤΩΝ ΕΙΣ ΧΡΥΣΟΝ ΚΑΙ ΣΥΝΑΛΛΑΓΜΑ ΑΠΟΘΕΜΑ ΤΗΣ ΓΑΛΛΙΑΣ <box>398 1815 612 1857</box>
